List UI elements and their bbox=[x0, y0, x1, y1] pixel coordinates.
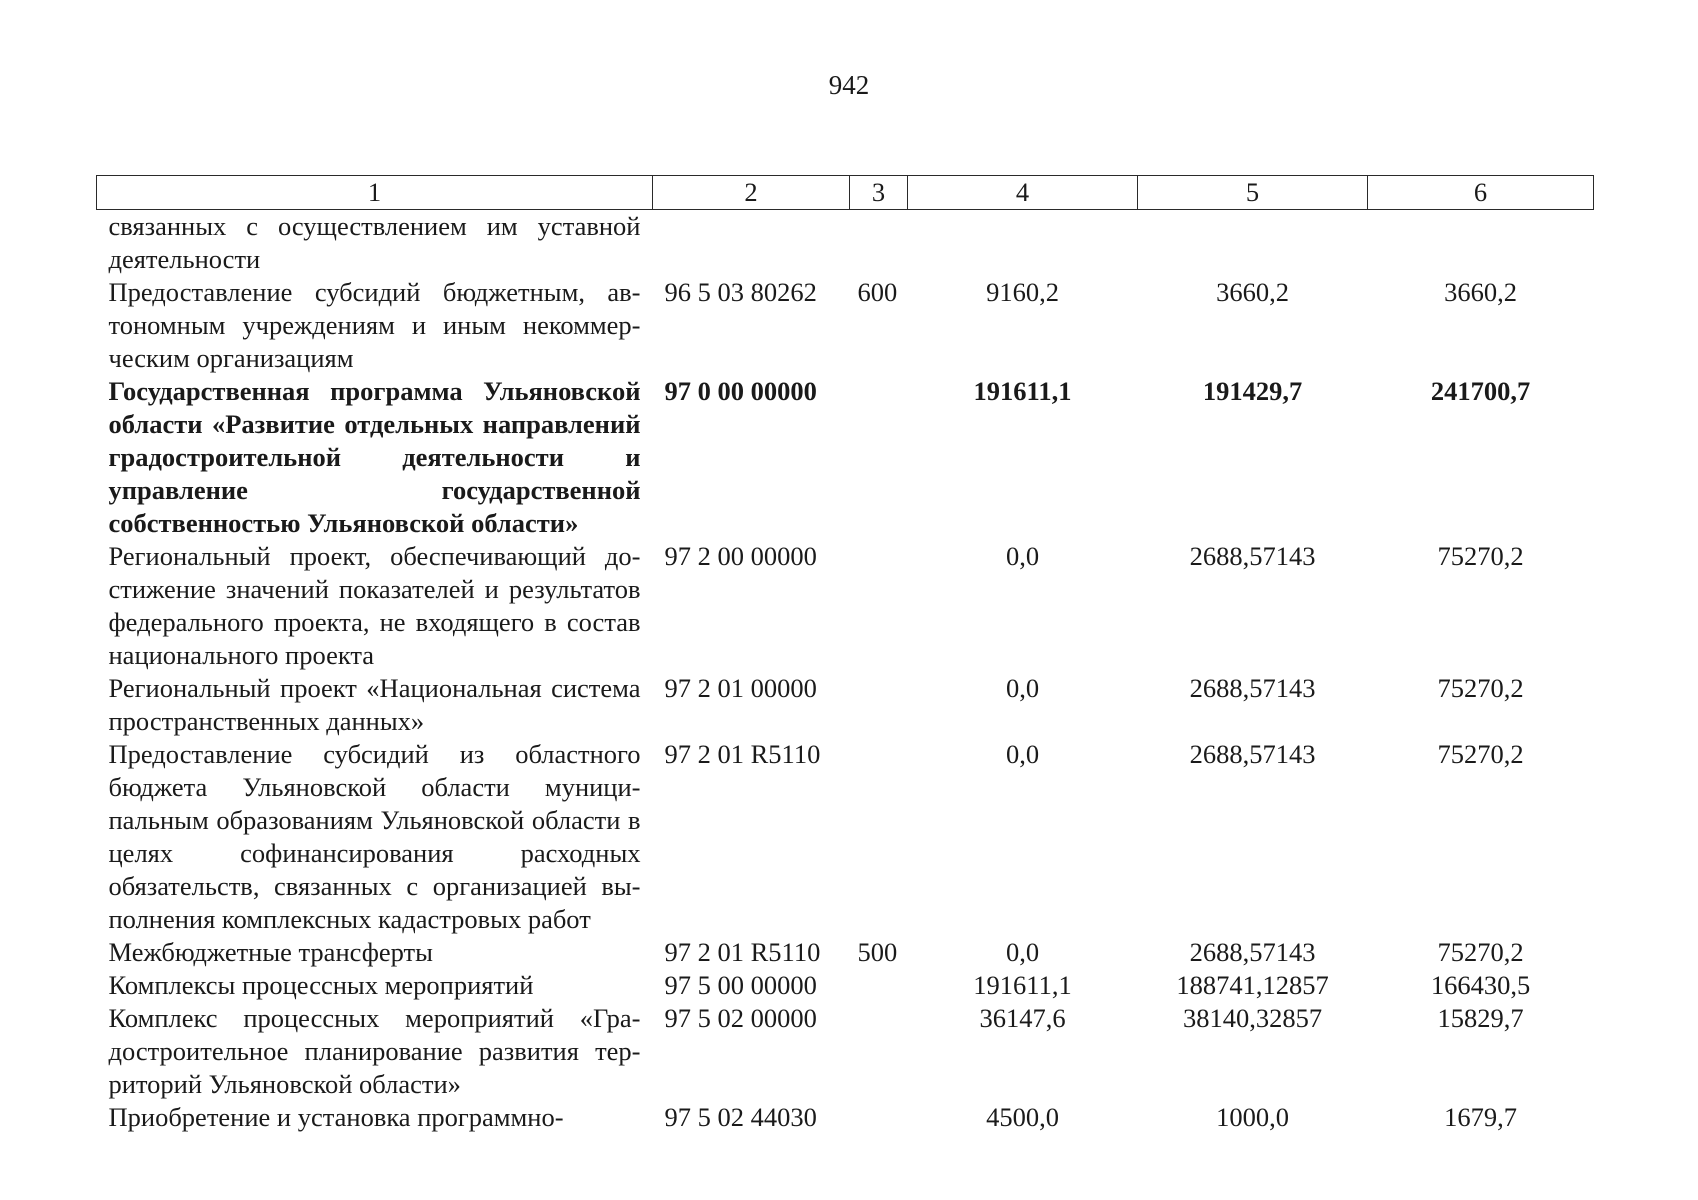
row-expense-type-cell bbox=[850, 1101, 908, 1134]
row-code-cell: 97 5 02 44030 bbox=[664, 1102, 817, 1132]
row-name-cell: Региональный проект «Национальная система пространственных данных» bbox=[108, 673, 641, 736]
row-code-cell: 97 2 01 00000 bbox=[664, 673, 817, 703]
row-name-cell: Межбюджетные трансферты bbox=[108, 937, 433, 967]
row-value-6-cell: 3660,2 bbox=[1444, 277, 1517, 307]
row-name-cell: Предоставление субсидий из областного бюджета Ульяновской области муниципальным образованиям Ульяновской области в целях софинансирования расходных обязательств, связанных с организацией выполнения комплексных кадастровых работ bbox=[108, 739, 641, 934]
row-code-cell: 97 5 00 00000 bbox=[664, 970, 817, 1000]
row-value-6-cell: 75270,2 bbox=[1437, 937, 1524, 967]
row-value-6-cell bbox=[1368, 210, 1594, 277]
row-value-4-cell: 0,0 bbox=[1005, 739, 1040, 769]
row-expense-type-cell bbox=[850, 1002, 908, 1101]
row-value-4-cell: 0,0 bbox=[1005, 673, 1040, 703]
row-value-6-cell: 15829,7 bbox=[1437, 1003, 1524, 1033]
row-name-cell: Комплекс процессных мероприятий «Градостроительное планирование развития территорий Ульяновской области» bbox=[108, 1003, 641, 1099]
row-code-cell: 97 2 01 R5110 bbox=[664, 937, 821, 967]
row-expense-type-cell: 500 bbox=[857, 937, 898, 967]
table-row bbox=[97, 1101, 1594, 1134]
row-code-cell: 97 0 00 00000 bbox=[664, 376, 817, 406]
table-row bbox=[97, 375, 1594, 540]
row-expense-type-cell bbox=[850, 210, 908, 277]
table-header bbox=[97, 176, 1594, 210]
table-row bbox=[97, 1002, 1594, 1101]
row-value-4-cell: 36147,6 bbox=[979, 1003, 1066, 1033]
row-code-cell: 97 2 01 R5110 bbox=[664, 739, 821, 769]
row-value-6-cell: 166430,5 bbox=[1430, 970, 1531, 1000]
budget-table-container bbox=[96, 175, 1593, 1134]
row-value-4-cell: 0,0 bbox=[1005, 541, 1040, 571]
row-expense-type-cell bbox=[850, 969, 908, 1002]
row-value-6-cell: 75270,2 bbox=[1437, 541, 1524, 571]
row-name-cell: Приобретение и установка программно- bbox=[108, 1102, 564, 1132]
row-value-5-cell: 188741,12857 bbox=[1176, 970, 1329, 1000]
row-name-cell: Государственная программа Ульяновской области «Развитие отдельных направлений градостроительной деятельности и управление государственной собственностью Ульяновской области» bbox=[108, 376, 641, 538]
row-value-4-cell: 0,0 bbox=[1005, 937, 1040, 967]
row-value-4-cell bbox=[908, 210, 1138, 277]
row-value-6-cell: 75270,2 bbox=[1437, 673, 1524, 703]
table-row bbox=[97, 936, 1594, 969]
header-row bbox=[97, 176, 1594, 210]
row-expense-type-cell bbox=[850, 375, 908, 540]
row-value-5-cell: 2688,57143 bbox=[1189, 541, 1316, 571]
row-value-6-cell: 241700,7 bbox=[1430, 376, 1531, 406]
page-number: 942 bbox=[828, 70, 870, 100]
row-code-cell: 96 5 03 80262 bbox=[664, 277, 817, 307]
row-value-5-cell: 2688,57143 bbox=[1189, 937, 1316, 967]
row-code-cell: 97 5 02 00000 bbox=[664, 1003, 817, 1033]
column-header-1: 1 bbox=[97, 176, 653, 210]
row-name-cell: Региональный проект, обеспечивающий достижение значений показателей и результатов федерального проекта, не входящего в состав национального проекта bbox=[108, 541, 641, 670]
column-header-2: 2 bbox=[653, 176, 850, 210]
table-row bbox=[97, 672, 1594, 738]
row-value-4-cell: 9160,2 bbox=[986, 277, 1059, 307]
row-expense-type-cell bbox=[850, 672, 908, 738]
row-expense-type-cell bbox=[850, 738, 908, 936]
row-value-6-cell: 1679,7 bbox=[1444, 1102, 1517, 1132]
row-value-5-cell: 3660,2 bbox=[1216, 277, 1289, 307]
row-value-5-cell: 2688,57143 bbox=[1189, 673, 1316, 703]
table-row bbox=[97, 540, 1594, 672]
row-value-5-cell: 191429,7 bbox=[1202, 376, 1303, 406]
row-name-cell: Комплексы процессных мероприятий bbox=[108, 970, 534, 1000]
row-value-5-cell: 38140,32857 bbox=[1182, 1003, 1323, 1033]
row-expense-type-cell bbox=[850, 540, 908, 672]
column-header-4: 4 bbox=[908, 176, 1138, 210]
row-value-4-cell: 191611,1 bbox=[973, 376, 1072, 406]
table-row bbox=[97, 738, 1594, 936]
row-value-4-cell: 4500,0 bbox=[986, 1102, 1059, 1132]
row-value-4-cell: 191611,1 bbox=[973, 970, 1072, 1000]
row-code-cell bbox=[653, 210, 850, 277]
row-name-cell: связанных с осуществлением им уставной деятельности bbox=[108, 211, 641, 274]
row-value-5-cell bbox=[1138, 210, 1368, 277]
row-value-5-cell: 1000,0 bbox=[1216, 1102, 1289, 1132]
table-row bbox=[97, 210, 1594, 277]
row-value-5-cell: 2688,57143 bbox=[1189, 739, 1316, 769]
table-body bbox=[97, 210, 1594, 1135]
column-header-3: 3 bbox=[850, 176, 908, 210]
column-header-6: 6 bbox=[1368, 176, 1594, 210]
column-header-5: 5 bbox=[1138, 176, 1368, 210]
row-expense-type-cell: 600 bbox=[857, 277, 898, 307]
table-row bbox=[97, 969, 1594, 1002]
row-value-6-cell: 75270,2 bbox=[1437, 739, 1524, 769]
row-code-cell: 97 2 00 00000 bbox=[664, 541, 817, 571]
table-row bbox=[97, 276, 1594, 375]
budget-table bbox=[96, 175, 1594, 1134]
row-name-cell: Предоставление субсидий бюджетным, автономным учреждениям и иным некоммерческим организациям bbox=[108, 277, 641, 373]
